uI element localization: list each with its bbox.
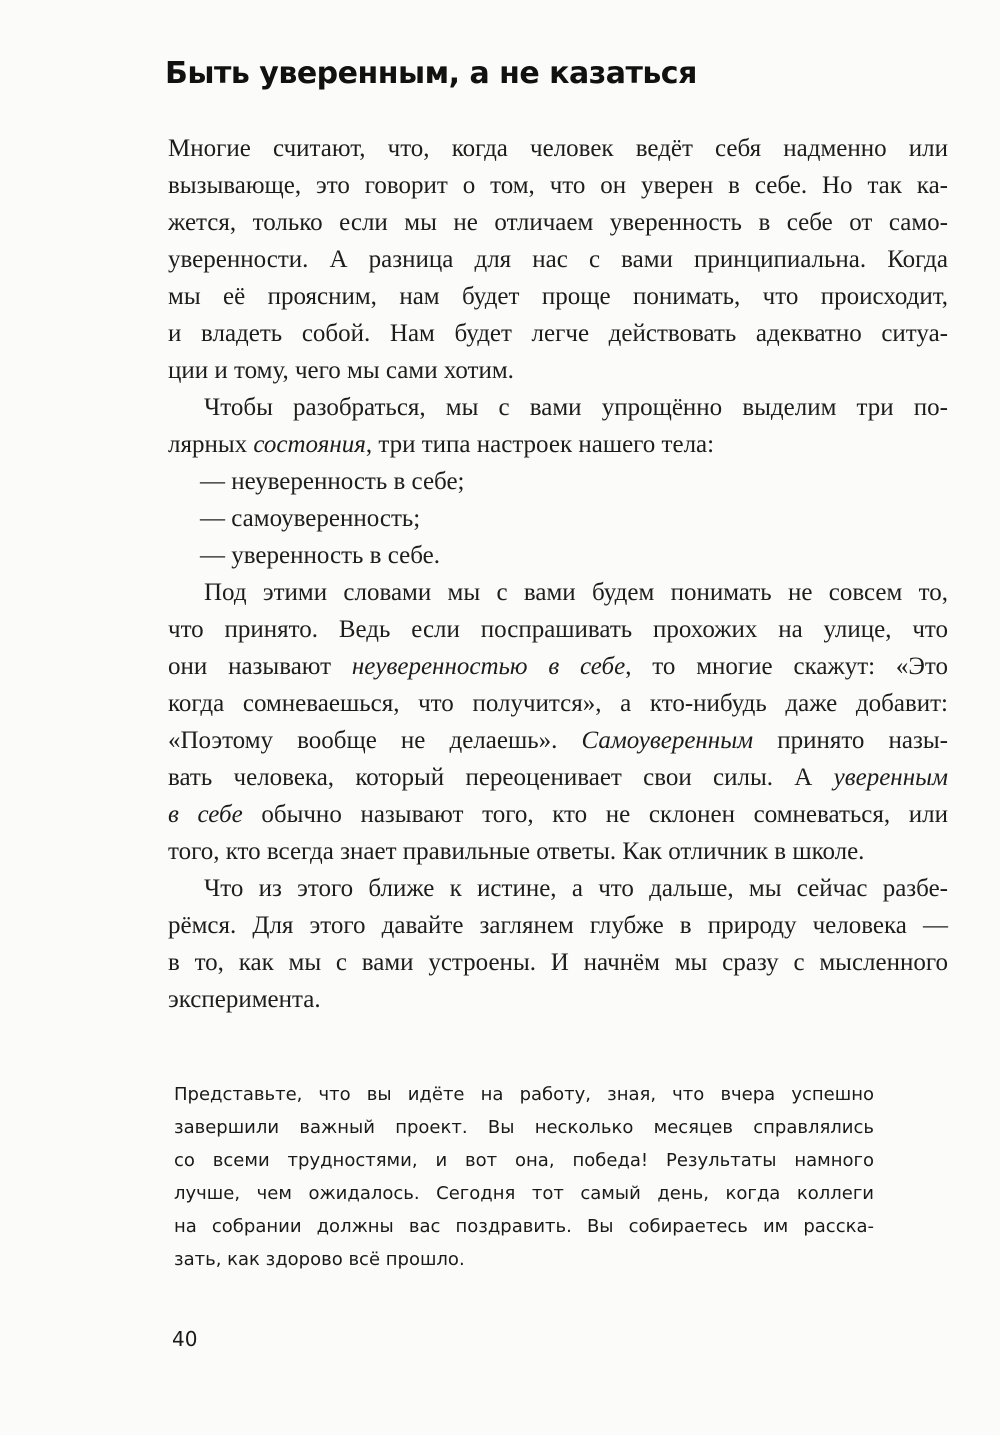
italic-term: Самоуверенным bbox=[581, 727, 754, 754]
paragraph-1 bbox=[168, 130, 948, 389]
paragraph-4 bbox=[168, 870, 948, 1018]
italic-term: состояния bbox=[253, 431, 366, 458]
paragraph-2 bbox=[168, 389, 948, 463]
text-line: рёмся. Для этого давайте заглянем глубже в природу человека — bbox=[168, 912, 948, 939]
exercise-line: зать, как здорово всё прошло. bbox=[174, 1249, 465, 1270]
text-line: Под этими словами мы с вами будем понимать не совсем то, bbox=[204, 579, 948, 606]
text-line: Что из этого ближе к истине, а что дальше, мы сейчас разбе- bbox=[204, 875, 948, 902]
text-segment: , то многие скажут: «Это bbox=[625, 653, 949, 680]
text-line: жется, только если мы не отличаем уверенность в себе от само- bbox=[168, 209, 948, 236]
text-line: в то, как мы с вами устроены. И начнём мы сразу с мысленного bbox=[168, 949, 948, 976]
text-line: мы её проясним, нам будет проще понимать, что происходит, bbox=[168, 283, 948, 310]
text-segment: принято назы- bbox=[753, 727, 948, 754]
list-item: — самоуверенность; bbox=[200, 505, 421, 532]
main-text bbox=[168, 130, 948, 1018]
text-segment: они называют bbox=[168, 653, 352, 680]
text-line: ции и тому, чего мы сами хотим. bbox=[168, 357, 514, 384]
exercise-line: со всеми трудностями, и вот она, победа! Результаты намного bbox=[174, 1150, 874, 1171]
text-line: что принято. Ведь если поспрашивать прохожих на улице, что bbox=[168, 616, 948, 643]
page-number: 40 bbox=[172, 1327, 198, 1351]
text-segment: «Поэтому вообще не делаешь». bbox=[168, 727, 582, 754]
italic-term: в себе bbox=[168, 801, 243, 828]
text-line: уверенности. А разница для нас с вами принципиальна. Когда bbox=[168, 246, 948, 273]
text-segment: вать человека, который переоценивает свои силы. А bbox=[168, 764, 834, 791]
text-line bbox=[168, 759, 948, 796]
exercise-line: на собрании должны вас поздравить. Вы собираетесь им расска- bbox=[174, 1216, 874, 1237]
text-line bbox=[168, 648, 948, 685]
text-line: того, кто всегда знает правильные ответы. Как отличник в школе. bbox=[168, 838, 865, 865]
text-line: эксперимента. bbox=[168, 986, 321, 1013]
paragraph-3 bbox=[168, 574, 948, 870]
exercise-line: лучше, чем ожидалось. Сегодня тот самый день, когда коллеги bbox=[174, 1183, 874, 1204]
italic-term: уверенным bbox=[833, 764, 948, 791]
text-line: Многие считают, что, когда человек ведёт себя надменно или bbox=[168, 135, 948, 162]
list-item: — уверенность в себе. bbox=[200, 542, 440, 569]
text-line: Чтобы разобраться, мы с вами упрощённо выделим три по- bbox=[204, 394, 948, 421]
italic-term: неуверенностью в себе bbox=[351, 653, 626, 680]
dash-list bbox=[168, 463, 948, 574]
text-line: и владеть собой. Нам будет легче действовать адекватно ситуа- bbox=[168, 320, 948, 347]
exercise-block bbox=[174, 1078, 874, 1276]
text-line: вызывающе, это говорит о том, что он уверен в себе. Но так ка- bbox=[168, 172, 948, 199]
text-line bbox=[168, 796, 948, 833]
text-segment: , три типа настроек нашего тела: bbox=[365, 431, 715, 458]
text-line bbox=[168, 426, 948, 463]
chapter-heading: Быть уверенным, а не казаться bbox=[165, 56, 697, 91]
list-item: — неуверенность в себе; bbox=[200, 468, 465, 495]
text-segment: лярных bbox=[168, 431, 254, 458]
text-line: когда сомневаешься, что получится», а кто-нибудь даже добавит: bbox=[168, 690, 948, 717]
exercise-line: завершили важный проект. Вы несколько месяцев справлялись bbox=[174, 1117, 874, 1138]
text-segment: обычно называют того, кто не склонен сомневаться, или bbox=[242, 801, 948, 828]
exercise-line: Представьте, что вы идёте на работу, зная, что вчера успешно bbox=[174, 1084, 874, 1105]
text-line bbox=[168, 722, 948, 759]
